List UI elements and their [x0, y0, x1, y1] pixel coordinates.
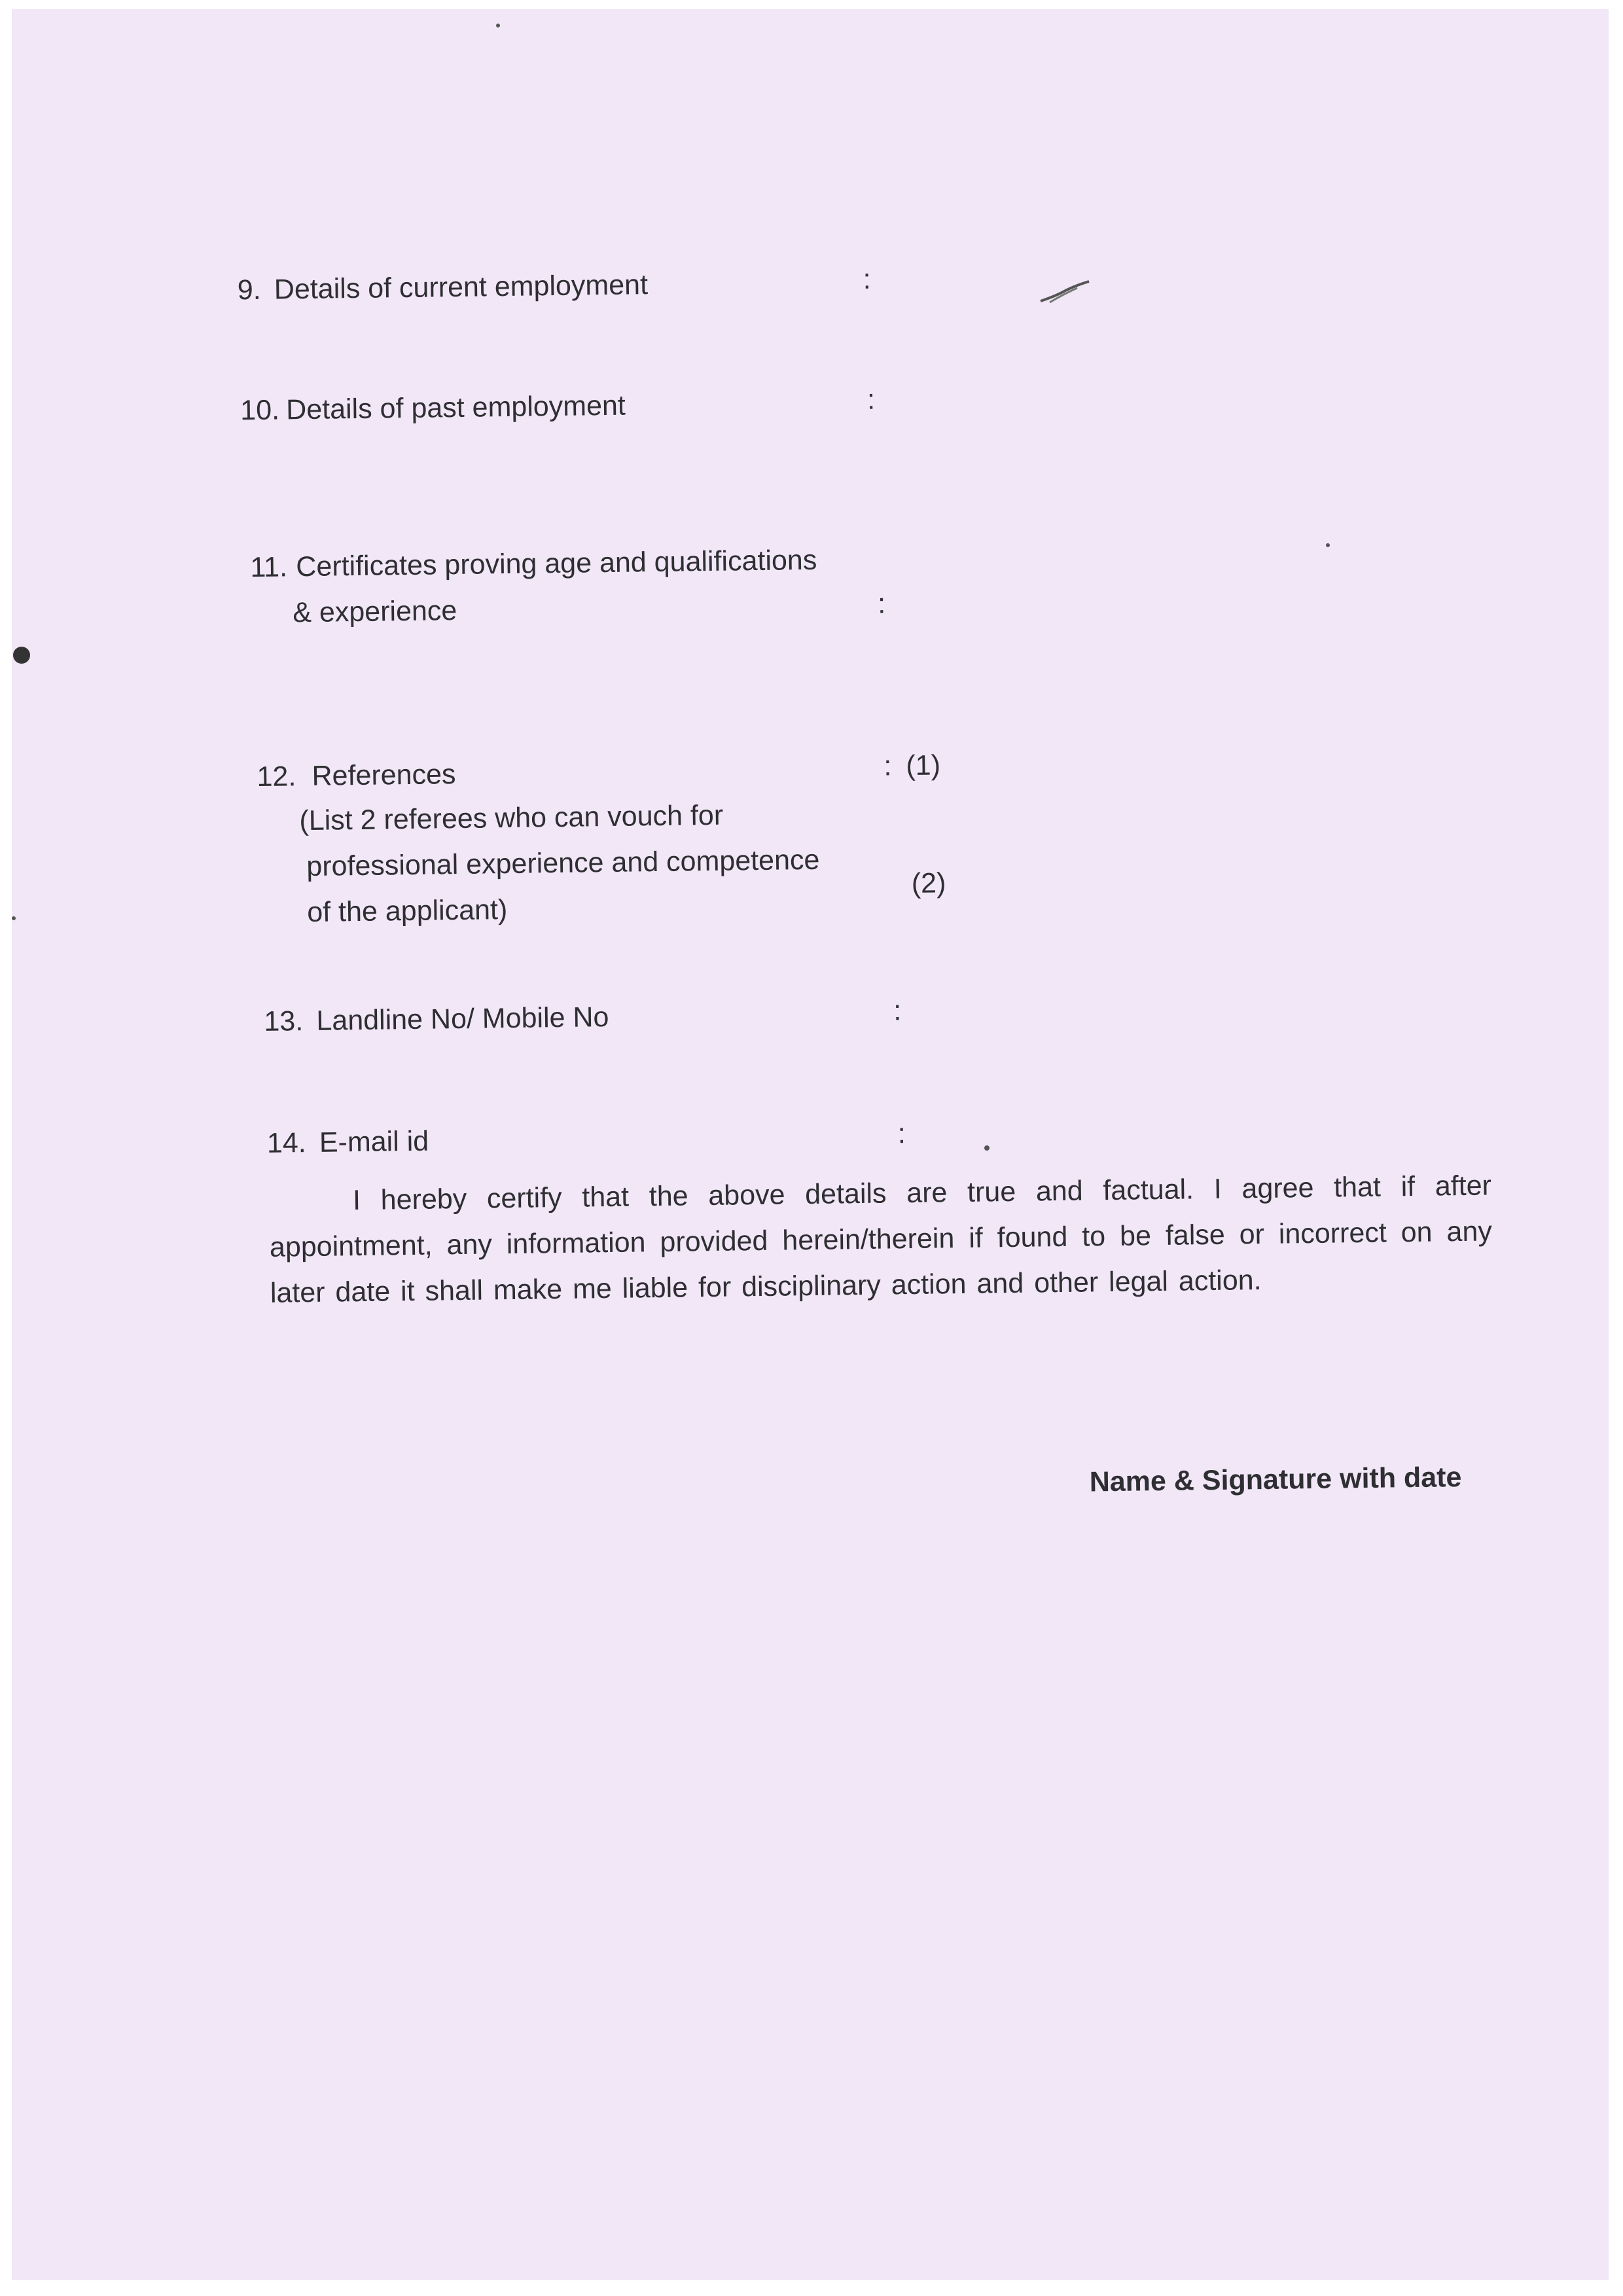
reference-1-marker: (1) — [906, 749, 941, 782]
punch-hole-mark — [13, 647, 30, 664]
reference-2-marker: (2) — [911, 867, 946, 899]
item-11-label-line2: & experience — [292, 594, 457, 629]
item-12-label: References — [312, 759, 456, 792]
item-12-number: 12. — [257, 761, 296, 793]
item-11-colon: : — [877, 588, 886, 620]
item-10-label: Details of past employment — [285, 389, 626, 426]
item-9-number: 9. — [237, 274, 262, 306]
item-14-label: E-mail id — [319, 1125, 429, 1158]
form-content — [12, 9, 1609, 2280]
item-13-label: Landline No/ Mobile No — [316, 1001, 609, 1037]
scan-speck — [496, 24, 500, 27]
item-12-colon: : — [883, 750, 892, 782]
item-9-colon: : — [863, 263, 871, 295]
scan-speck — [1326, 543, 1330, 547]
item-12-note-line-1: (List 2 referees who can vouch for — [299, 799, 724, 837]
item-11-label: Certificates proving age and qualifications — [296, 544, 817, 583]
item-13-number: 13. — [264, 1005, 304, 1037]
item-11-number: 11. — [250, 551, 288, 584]
item-14-colon: : — [897, 1118, 906, 1150]
item-9-label: Details of current employment — [274, 269, 649, 306]
item-10-colon: : — [866, 384, 876, 416]
item-13-colon: : — [893, 995, 902, 1027]
scan-speck — [984, 1145, 990, 1151]
item-12-note-line-3: of the applicant) — [306, 894, 508, 929]
scan-speck — [12, 916, 16, 920]
document-page — [12, 9, 1609, 2280]
item-14-number: 14. — [266, 1127, 306, 1159]
ink-smudge — [1037, 276, 1096, 309]
item-10-number: 10. — [240, 394, 280, 427]
declaration-paragraph: I hereby certify that the above details are true and factual. I agree that if after appointment, any information provided herein/therein if found to be false or incorrect on any later date it shall make me liable for disciplinary action and other legal action. — [269, 1170, 1493, 1309]
item-12-note-line-2: professional experience and competence — [306, 844, 820, 883]
signature-label: Name & Signature with date — [1089, 1462, 1462, 1498]
